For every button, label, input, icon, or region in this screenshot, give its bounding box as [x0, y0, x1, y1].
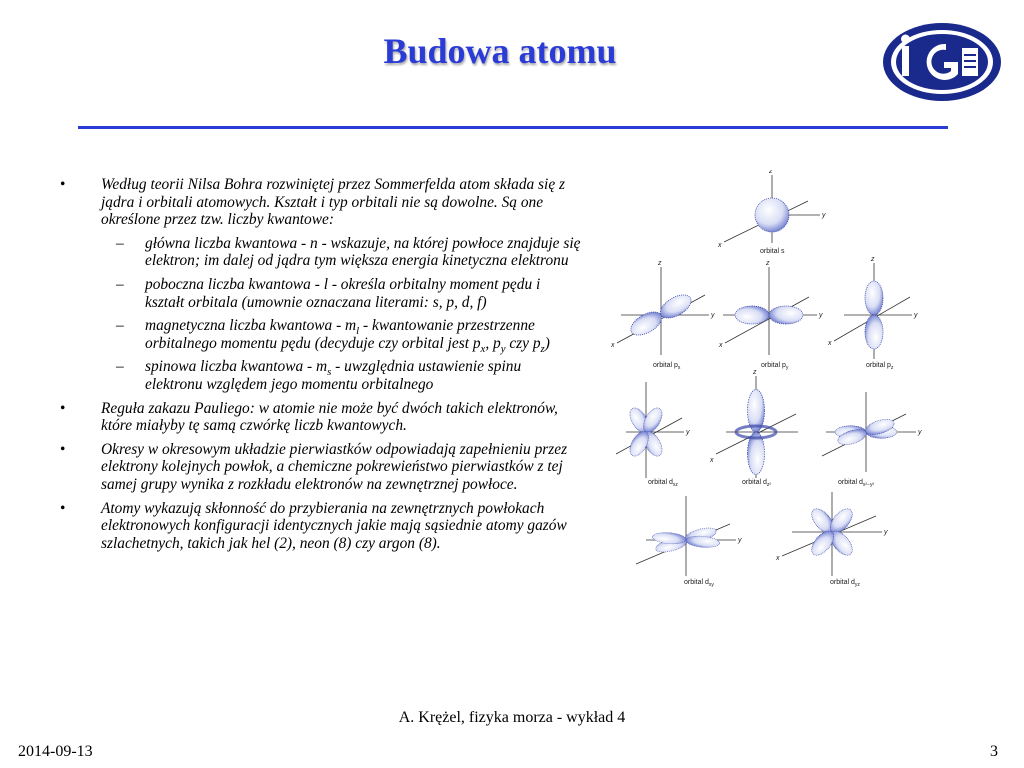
- svg-text:x: x: [718, 242, 722, 249]
- bullet-text: Reguła zakazu Pauliego: w atomie nie może być dwóch takich elektronów, które miałyby tę samą czwórkę liczb kwantowych.: [101, 399, 558, 435]
- text-part: ): [544, 334, 550, 352]
- svg-text:x: x: [710, 457, 714, 464]
- text-part: czy p: [505, 334, 541, 352]
- title-underline: [78, 126, 948, 129]
- slide-title: Budowa atomu: [383, 31, 617, 71]
- svg-text:z: z: [658, 260, 662, 267]
- svg-text:z: z: [871, 256, 875, 263]
- svg-text:orbital px: orbital $p_x$: [653, 362, 681, 371]
- subscript: z: [540, 342, 545, 355]
- svg-text:orbital pz: orbital $p_z$: [866, 362, 894, 371]
- bullet-list: [60, 176, 582, 552]
- subscript: y: [500, 342, 506, 355]
- svg-text:z: z: [753, 369, 757, 376]
- svg-text:z: z: [766, 260, 770, 267]
- bullet-text: Atomy wykazują skłonność do przybierania na zewnętrznych powłokach elektronowych konfiguracji identycznych jakie mają sąsiednie atomy gazów szlachetnych, takich jak hel (2), neon (8) czy argon (8).: [101, 499, 567, 552]
- page-number: 3: [990, 743, 998, 760]
- svg-text:orbital dxz: orbital $d_{xz}$: [648, 479, 678, 488]
- svg-text:y: y: [686, 429, 690, 436]
- orbital-dz2-diagram: [709, 369, 798, 488]
- svg-text:orbital s: orbital s: [760, 248, 785, 255]
- slide-date: 2014-09-13: [18, 743, 93, 760]
- sub-bullet-text: główna liczba kwantowa - n - wskazuje, na której powłoce znajduje się elektron; im dalej od jądra tym większa energia kinetyczna elektronu: [145, 234, 581, 270]
- footer-text: A. Krężel, fizyka morza - wykład 4: [398, 709, 626, 726]
- svg-text:z: z: [769, 170, 773, 175]
- svg-text:y: y: [822, 212, 826, 219]
- orbital-dxy-diagram: [636, 496, 742, 588]
- orbital-pz-diagram: [827, 256, 918, 371]
- svg-text:y: y: [819, 312, 823, 319]
- subscript: l: [356, 325, 360, 338]
- svg-text:x: x: [776, 555, 780, 562]
- bullet-bohr-theory: [60, 176, 582, 394]
- orbital-s-diagram: [717, 170, 826, 255]
- text-part: magnetyczna liczba kwantowa - m: [145, 317, 357, 335]
- sub-bullet-principal: [101, 235, 582, 270]
- orbital-dxz-diagram: [616, 382, 690, 488]
- text-part: spinowa liczba kwantowa - m: [145, 358, 328, 376]
- svg-text:x: x: [611, 342, 615, 349]
- svg-text:y: y: [918, 429, 922, 436]
- svg-text:y: y: [884, 529, 888, 536]
- svg-text:orbital dyz: orbital $d_{yz}$: [830, 579, 860, 588]
- text-part: - kwantowanie przestrzenne orbitalnego momentu pędu (decyduje czy orbital jest p: [145, 317, 535, 352]
- svg-text:x: x: [828, 340, 832, 347]
- svg-text:y: y: [711, 312, 715, 319]
- bullet-pauli: [60, 400, 582, 435]
- slide-footer: [0, 709, 1024, 727]
- university-logo: [880, 20, 1004, 104]
- slide-content: [60, 176, 582, 558]
- svg-text:y: y: [738, 537, 742, 544]
- sub-bullet-azimuthal: [101, 276, 582, 311]
- sub-bullet-text: poboczna liczba kwantowa - l - określa orbitalny moment pędu i kształt orbitala (umownie oznaczana literami: s, p, d, f): [145, 275, 541, 311]
- svg-text:orbital dx²−y²: orbital $d_{x^2-y^2}$: [838, 479, 875, 488]
- sub-bullet-magnetic: [101, 317, 582, 355]
- bullet-periods: [60, 441, 582, 494]
- subscript: s: [327, 366, 332, 379]
- sub-bullet-spin: [101, 358, 582, 393]
- svg-text:y: y: [914, 312, 918, 319]
- orbital-dyz-diagram: [775, 492, 888, 588]
- orbital-dx2-y2-diagram: [822, 392, 922, 488]
- svg-text:orbital py: orbital $p_y$: [761, 362, 789, 371]
- bullet-noble-gas: [60, 500, 582, 553]
- orbital-py-diagram: [718, 260, 823, 371]
- svg-text:x: x: [719, 342, 723, 349]
- quantum-numbers-list: [101, 235, 582, 394]
- subscript: x: [480, 342, 486, 355]
- svg-text:orbital dxy: orbital $d_{xy}$: [684, 579, 714, 588]
- orbital-px-diagram: [610, 260, 715, 371]
- bullet-text: Okresy w okresowym układzie pierwiastków odpowiadają zapełnieniu przez elektrony kolejnych powłok, a chemiczne pokrewieństwo pierwiastków z tej samej grupy wynika z rozkładu elektronów na zewnętrznej powłoce.: [101, 440, 568, 493]
- svg-text:orbital dz²: orbital $d_{z^2}$: [742, 479, 772, 488]
- text-part: , p: [485, 334, 501, 352]
- text-part: - uwzględnia ustawienie spinu elektronu względem jego momentu orbitalnego: [145, 358, 522, 393]
- orbitals-figure: [606, 170, 936, 590]
- bullet-text: Według teorii Nilsa Bohra rozwiniętej przez Sommerfelda atom składa się z jądra i orbitali atomowych. Kształt i typ orbitali nie są dowolne. Są one określone przez tzw. liczby kwantowe:: [101, 176, 565, 229]
